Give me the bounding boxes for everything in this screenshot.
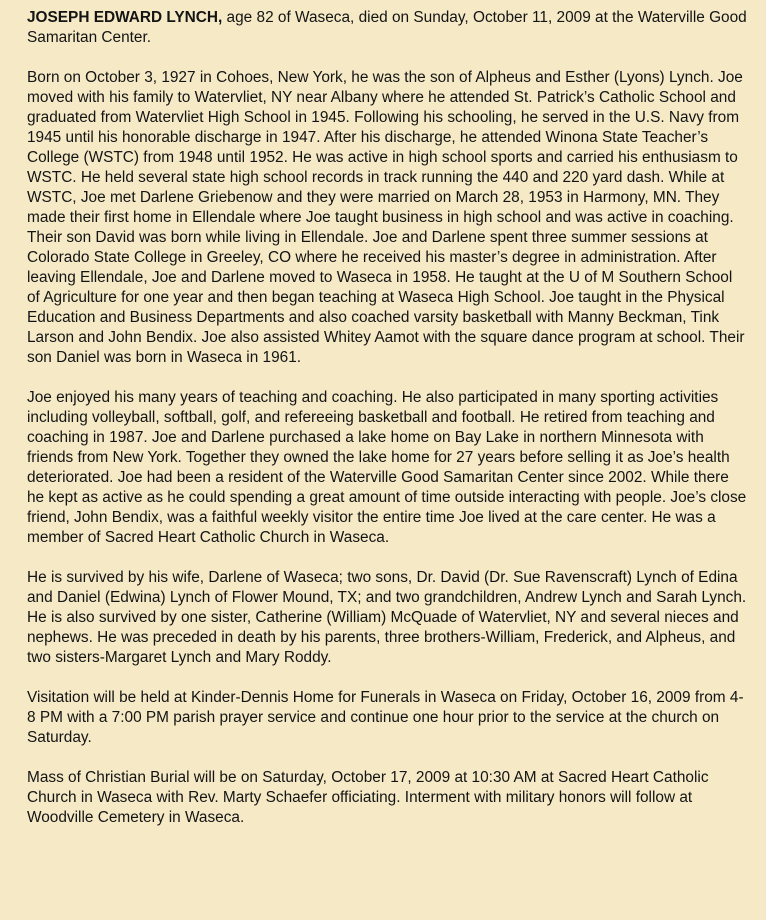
deceased-name: JOSEPH EDWARD LYNCH,	[27, 9, 223, 26]
career-and-life-paragraph: Joe enjoyed his many years of teaching and coaching. He also participated in many sporting activities including volleyball, softball, golf, and refereeing basketball and football. He retired from teaching and coaching in 1987. Joe and Darlene purchased a lake home on Bay Lake in northern Minnesota with friends from New York. Together they owned the lake home for 27 years before selling it as Joe’s health deteriorated. Joe had been a resident of the Waterville Good Samaritan Center since 2002. While there he kept as active as he could spending a great amount of time outside interacting with people. Joe’s close friend, John Bendix, was a faithful weekly visitor the entire time Joe lived at the care center. He was a member of Sacred Heart Catholic Church in Waseca.	[27, 389, 747, 546]
visitation-paragraph: Visitation will be held at Kinder-Dennis Home for Funerals in Waseca on Friday, October 16, 2009 from 4-8 PM with a 7:00 PM parish prayer service and continue one hour prior to the service at the church on Saturday.	[27, 689, 744, 746]
biography-paragraph: Born on October 3, 1927 in Cohoes, New York, he was the son of Alpheus and Esther (Lyons) Lynch. Joe moved with his family to Watervliet, NY near Albany where he attended St. Patrick’s Catholic School and graduated from Watervliet High School in 1945. Following his schooling, he served in the U.S. Navy from 1945 until his honorable discharge in 1947. After his discharge, he attended Winona State Teacher’s College (WSTC) from 1948 until 1952. He was active in high school sports and carried his enthusiasm to WSTC. He held several state high school records in track running the 440 and 220 yard dash. While at WSTC, Joe met Darlene Griebenow and they were married on March 28, 1953 in Harmony, MN. They made their first home in Ellendale where Joe taught business in high school and was active in coaching. Their son David was born while living in Ellendale. Joe and Darlene spent three summer sessions at Colorado State College in Greeley, CO where he received his master’s degree in administration. After leaving Ellendale, Joe and Darlene moved to Waseca in 1958. He taught at the U of M Southern School of Agriculture for one year and then began teaching at Waseca High School. Joe taught in the Physical Education and Business Departments and also coached varsity basketball with Manny Beckman, Tink Larson and John Bendix. Joe also assisted Whitey Aamot with the square dance program at school. Their son Daniel was born in Waseca in 1961.	[27, 69, 745, 366]
burial-paragraph: Mass of Christian Burial will be on Saturday, October 17, 2009 at 10:30 AM at Sacred Heart Catholic Church in Waseca with Rev. Marty Schaefer officiating. Interment with military honors will follow at Woodville Cemetery in Waseca.	[27, 769, 709, 826]
obituary-intro-paragraph	[27, 8, 748, 48]
survivors-paragraph: He is survived by his wife, Darlene of Waseca; two sons, Dr. David (Dr. Sue Ravenscraft) Lynch of Edina and Daniel (Edwina) Lynch of Flower Mound, TX; and two grandchildren, Andrew Lynch and Sarah Lynch. He is also survived by one sister, Catherine (William) McQuade of Watervliet, NY and several nieces and nephews. He was preceded in death by his parents, three brothers-William, Frederick, and Alpheus, and two sisters-Margaret Lynch and Mary Roddy.	[27, 569, 747, 666]
intro-text: age 82 of Waseca, died on Sunday, October 11, 2009 at the Waterville Good Samaritan Center.	[27, 9, 747, 46]
